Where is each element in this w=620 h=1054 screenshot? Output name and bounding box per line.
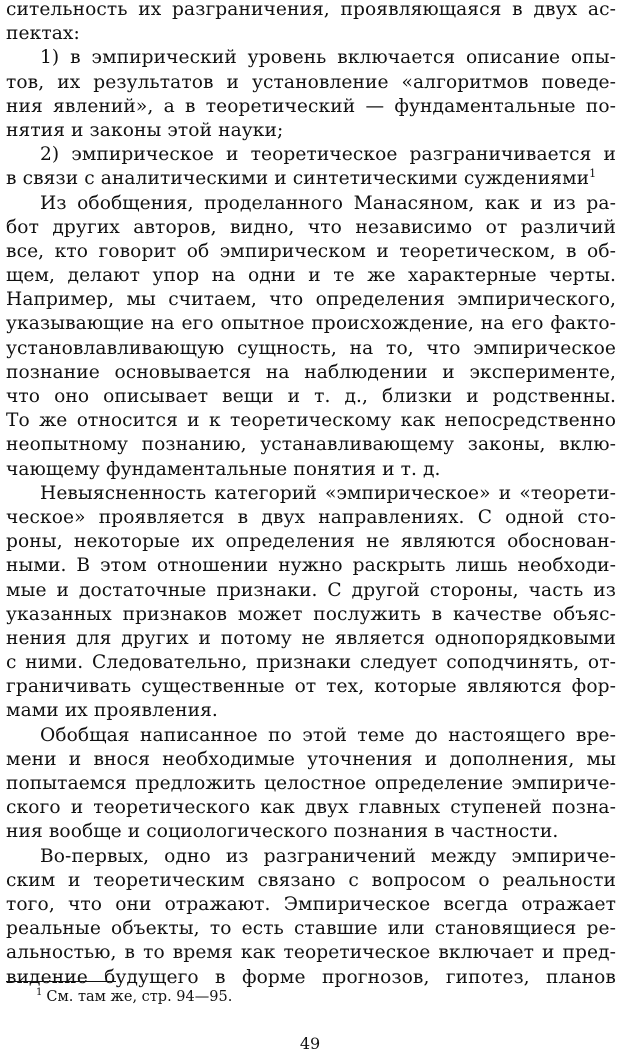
text-line-content: 2) эмпирическое и теоретическое разграничивается и <box>40 144 616 166</box>
text-line-content: неопытному познанию, устанавливающему законы, вклю- <box>6 434 616 456</box>
text-line-content: все, кто говорит об эмпирическом и теоретическом, в об- <box>6 240 616 262</box>
text-line-content: То же относится и к теоретическому как непосредственно <box>6 410 616 432</box>
text-line-content: сительность их разграничения, проявляющаяся в двух ас- <box>6 0 616 20</box>
text-line <box>6 240 616 264</box>
text-line <box>6 917 616 941</box>
text-line <box>6 748 616 772</box>
text-line-content: альностью, в то время как теоретическое включает и пред- <box>6 942 616 964</box>
text-line <box>6 409 616 433</box>
text-line <box>6 579 616 603</box>
text-line-content: Невыясненность категорий «эмпирическое» и «теорети- <box>40 482 616 504</box>
text-line <box>6 506 616 530</box>
text-line-content: ния вообще и социологического познания в частности. <box>6 821 559 843</box>
footnote-mark: 1 <box>36 987 43 999</box>
text-line <box>6 724 616 748</box>
footnote-text: См. там же, стр. 94—95. <box>46 989 233 1005</box>
text-line-content: Во-первых, одно из разграничений между эмпириче- <box>40 845 616 867</box>
text-line-content: попытаемся предложить целостное определение эмпириче- <box>6 773 616 794</box>
text-line <box>6 216 616 240</box>
text-line <box>6 603 616 627</box>
text-line <box>6 699 616 723</box>
text-line <box>6 845 616 869</box>
text-line-content: мами их проявления. <box>6 700 218 722</box>
text-line <box>6 796 616 820</box>
text-line <box>6 820 616 844</box>
text-line <box>6 95 616 119</box>
text-line <box>6 675 616 699</box>
text-line-content: мени и внося необходимые уточнения и дополнения, мы <box>6 748 616 770</box>
text-line-content: видение будущего в форме прогнозов, гипотез, планов <box>6 966 616 988</box>
text-line-content: указывающие на его опытное происхождение, на его факто- <box>6 313 616 335</box>
text-line-content: тов, их результатов и установление «алгоритмов поведе- <box>6 71 616 93</box>
text-line <box>6 458 616 482</box>
text-line-content: установлавливающую сущность, на то, что эмпирическое <box>6 337 616 359</box>
text-line-content: ния явлений», а в теоретический — фундаментальные по- <box>6 95 616 117</box>
text-line <box>6 433 616 457</box>
text-line <box>6 651 616 675</box>
text-line-content: бот других авторов, видно, что независимо от различий <box>6 216 616 238</box>
text-line <box>6 337 616 361</box>
footnote-divider <box>6 981 116 982</box>
text-line <box>6 869 616 893</box>
text-line <box>6 71 616 95</box>
text-line-content: познание основывается на наблюдении и эксперименте, <box>6 361 616 383</box>
text-line <box>6 772 616 796</box>
text-line-content: Из обобщения, проделанного Манасяном, как и из ра- <box>40 192 616 214</box>
text-line-content: граничивать существенные от тех, которые являются фор- <box>6 676 616 698</box>
text-line <box>6 46 616 70</box>
text-line <box>6 385 616 409</box>
text-line-content: ским и теоретическим связано с вопросом о реальности <box>6 869 616 891</box>
text-line-content: 1) в эмпирический уровень включается описание опы- <box>40 47 616 69</box>
text-line <box>6 0 616 22</box>
text-line-content: Например, мы считаем, что определения эмпирического, <box>6 289 616 311</box>
text-line-content: пектах: <box>6 23 80 45</box>
text-line-content: роны, некоторые их определения не являются обоснован- <box>6 531 616 553</box>
text-line-content: в связи с аналитическими и синтетическими суждениями <box>6 168 590 190</box>
text-line <box>6 22 616 46</box>
text-line <box>6 143 616 167</box>
text-line-content: нения для других и потому не является однопорядковыми <box>6 627 616 649</box>
text-line <box>6 482 616 506</box>
text-line <box>6 554 616 578</box>
text-line <box>6 119 616 143</box>
text-line <box>6 893 616 917</box>
text-line <box>6 192 616 216</box>
text-line <box>6 361 616 385</box>
page-number: 49 <box>299 1034 321 1053</box>
text-line-content: указанных признаков может послужить в качестве объяс- <box>6 603 616 625</box>
text-line-content: ными. В этом отношении нужно раскрыть лишь необходи- <box>6 555 616 577</box>
text-line <box>6 264 616 288</box>
text-line-content: с ними. Следовательно, признаки следует соподчинять, от- <box>6 652 616 674</box>
text-line <box>6 312 616 336</box>
text-line-content: того, что они отражают. Эмпирическое всегда отражает <box>6 893 616 915</box>
text-line-content: чающему фундаментальные понятия и т. д. <box>6 458 441 480</box>
footnote-reference: 1 <box>589 167 597 181</box>
text-line-content: что оно описывает вещи и т. д., близки и родственны. <box>6 386 616 407</box>
text-line <box>6 941 616 965</box>
text-line-content: нятия и законы этой науки; <box>6 119 284 141</box>
text-line <box>6 627 616 651</box>
text-line <box>6 167 616 191</box>
text-line-content: мые и достаточные признаки. С другой стороны, часть из <box>6 579 616 601</box>
body-text <box>6 0 616 990</box>
text-line-content: щем, делают упор на одни и те же характерные черты. <box>6 265 616 287</box>
footnote <box>36 987 232 1007</box>
text-line-content: Обобщая написанное по этой теме до настоящего вре- <box>40 724 616 746</box>
text-line-content: реальные объекты, то есть ставшие или становящиеся ре- <box>6 918 616 940</box>
text-line-content: ского и теоретического как двух главных ступеней позна- <box>6 797 616 819</box>
text-line <box>6 530 616 554</box>
text-line <box>6 288 616 312</box>
text-line-content: ческое» проявляется в двух направлениях. С одной сто- <box>6 506 616 528</box>
